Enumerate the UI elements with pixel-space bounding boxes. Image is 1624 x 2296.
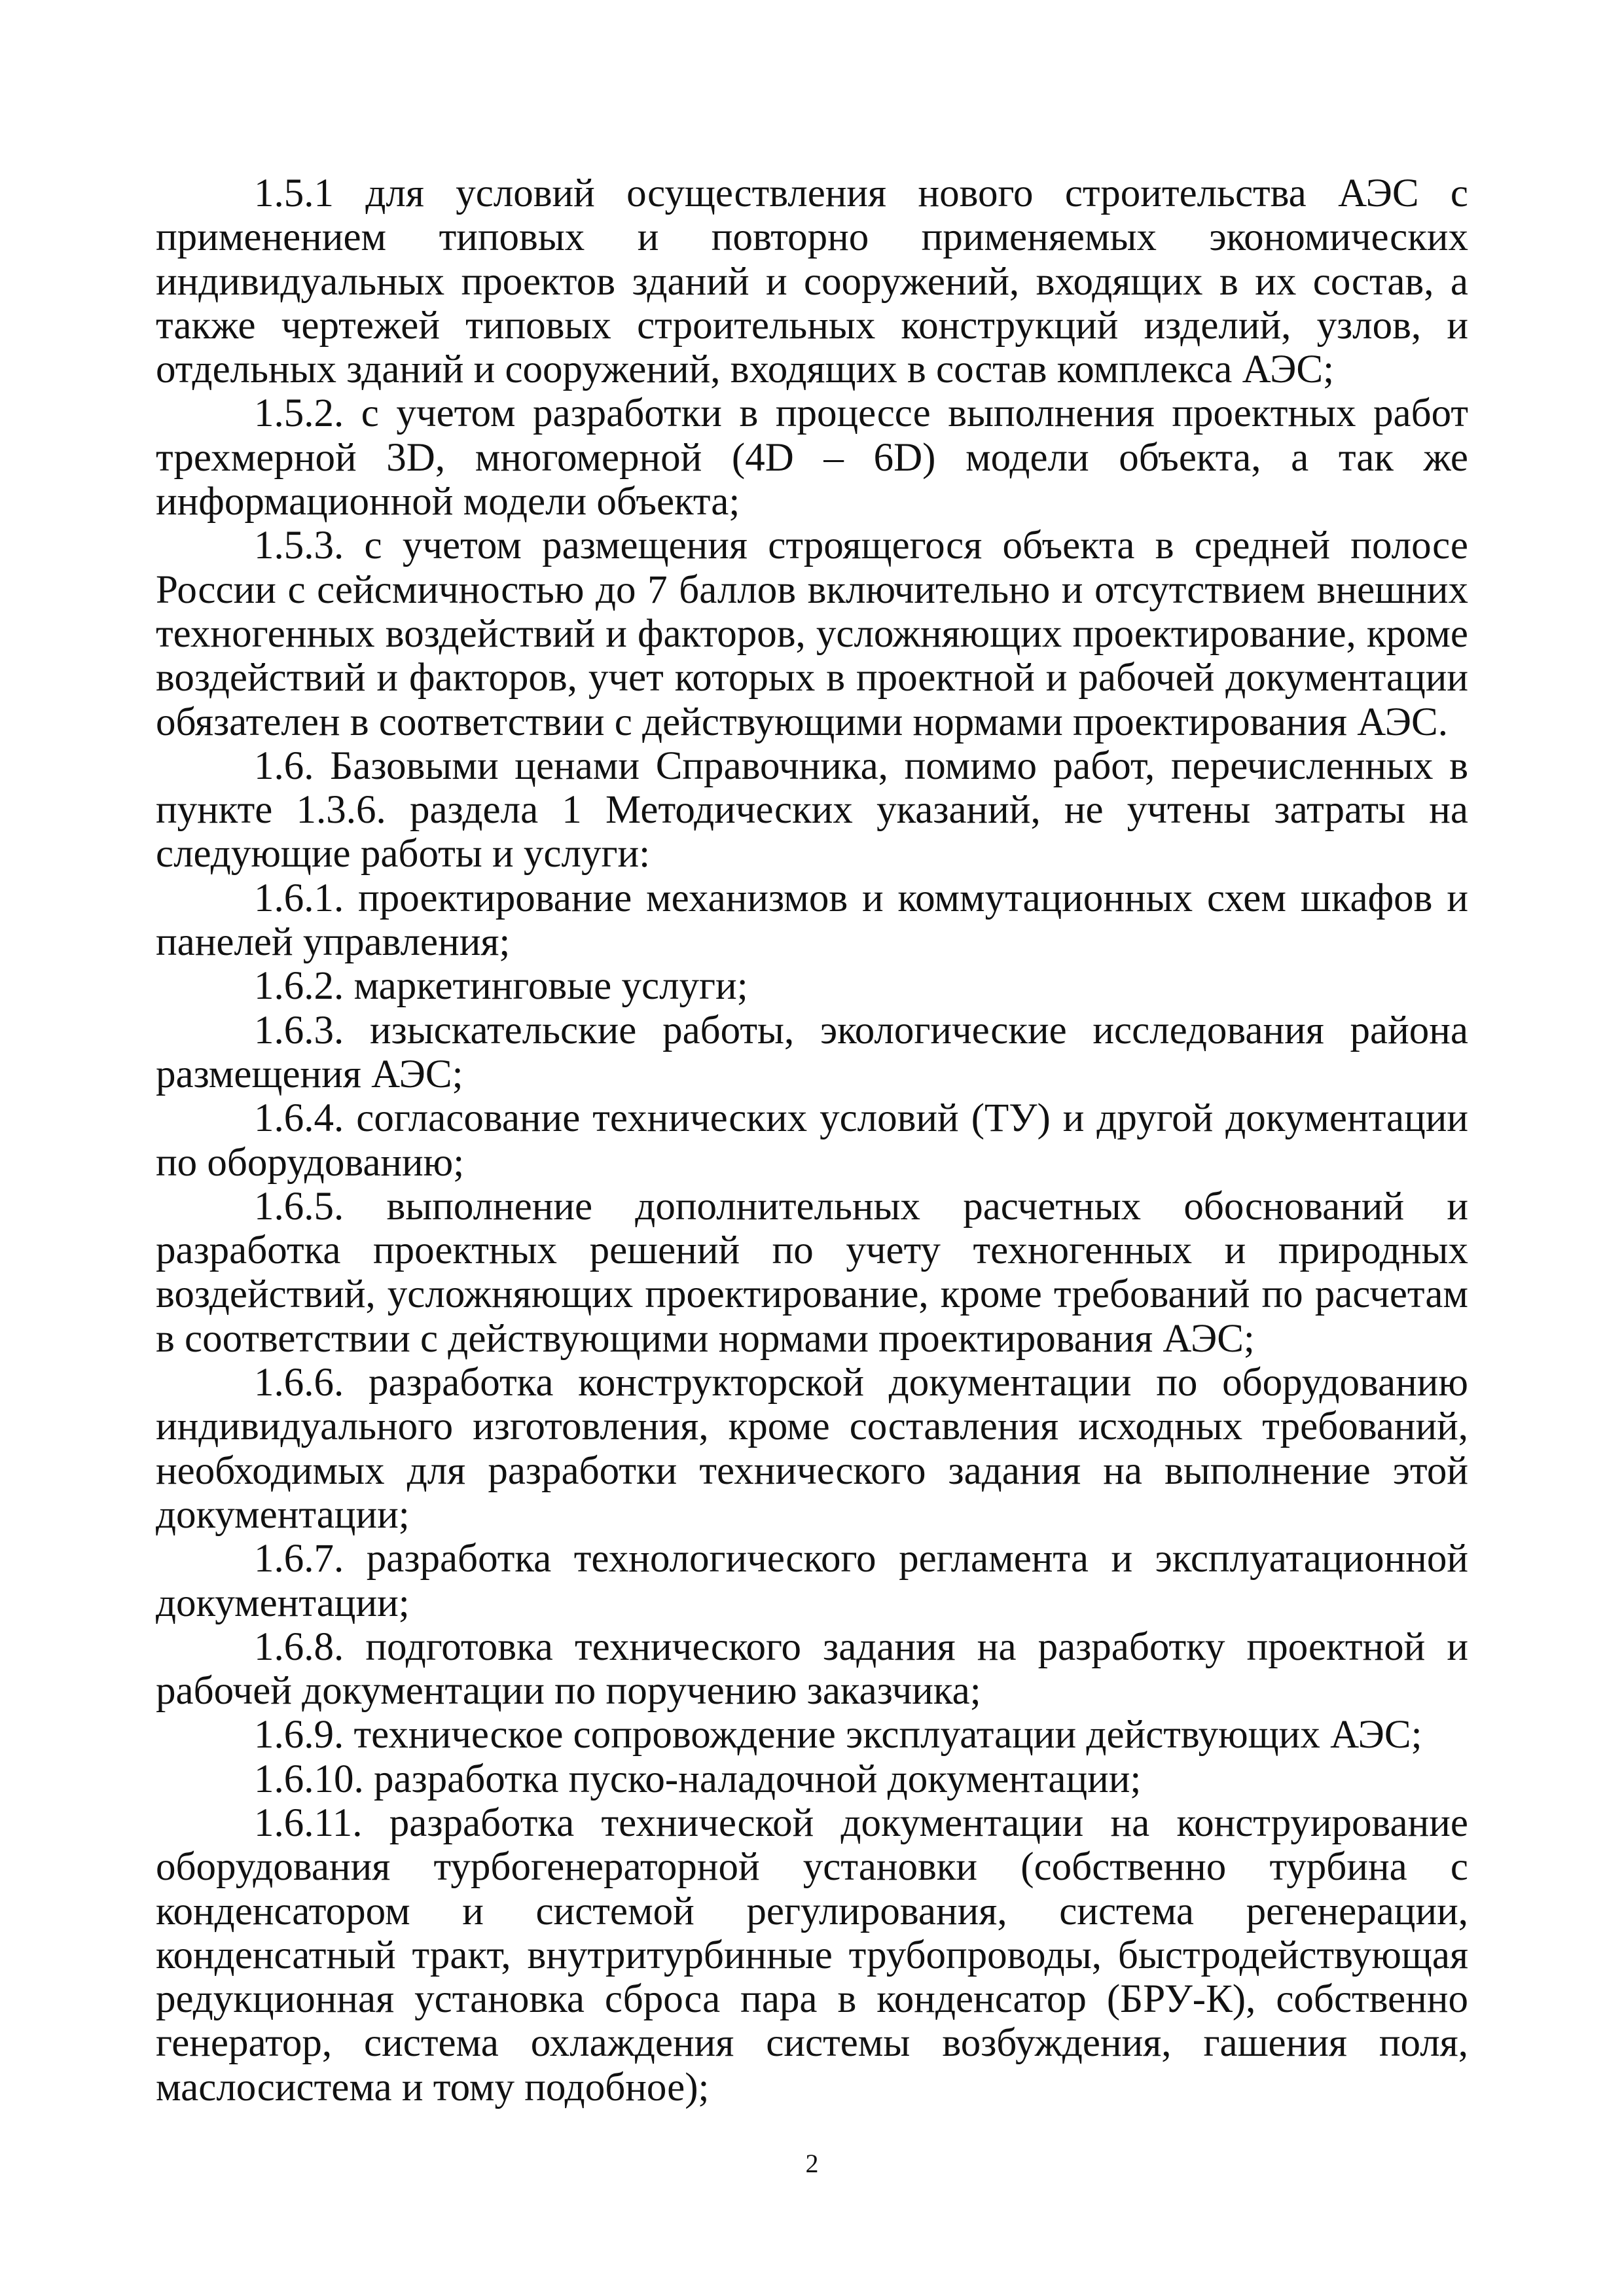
paragraph-1-6: 1.6. Базовыми ценами Справочника, помимо работ, перечисленных в пункте 1.3.6. раздела 1 Методических указаний, не учтены затраты на следующие работы и услуги: [156,744,1468,876]
paragraph-1-6-7: 1.6.7. разработка технологического регламента и эксплуатационной документации; [156,1537,1468,1625]
paragraph-1-6-3: 1.6.3. изыскательские работы, экологические исследования района размещения АЭС; [156,1008,1468,1096]
paragraph-1-6-10: 1.6.10. разработка пуско-наладочной документации; [254,1757,1142,1801]
paragraph-1-6-6: 1.6.6. разработка конструкторской документации по оборудованию индивидуального изготовления, кроме составления исходных требований, необходимых для разработки технического задания на выполнение этой документации; [156,1361,1468,1537]
paragraph-1-5-3: 1.5.3. с учетом размещения строящегося объекта в средней полосе России с сейсмичностью до 7 баллов включительно и отсутствием внешних техногенных воздействий и факторов, усложняющих проектирование, кроме воздействий и факторов, учет которых в проектной и рабочей документации обязателен в соответствии с действующими нормами проектирования АЭС. [156,524,1468,744]
paragraph-1-6-11: 1.6.11. разработка технической документации на конструирование оборудования турбогенераторной установки (собственно турбина с конденсатором и системой регулирования, система регенерации, конденсатный тракт, внутритурбинные трубопроводы, быстродействующая редукционная установка сброса пара в конденсатор (БРУ-К), собственно генератор, система охлаждения системы возбуждения, гашения поля, маслосистема и тому подобное); [156,1801,1468,2109]
paragraph-1-6-8: 1.6.8. подготовка технического задания на разработку проектной и рабочей документации по поручению заказчика; [156,1624,1468,1713]
paragraph-1-5-2: 1.5.2. с учетом разработки в процессе выполнения проектных работ трехмерной 3D, многомерной (4D – 6D) модели объекта, а так же информационной модели объекта; [156,391,1468,524]
document-body [156,171,1468,2109]
paragraph-1-5-1: 1.5.1 для условий осуществления нового строительства АЭС с применением типовых и повторно применяемых экономических индивидуальных проектов зданий и сооружений, входящих в их состав, а также чертежей типовых строительных конструкций изделий, узлов, и отдельных зданий и сооружений, входящих в состав комплекса АЭС; [156,171,1468,392]
paragraph-1-6-5: 1.6.5. выполнение дополнительных расчетных обоснований и разработка проектных решений по учету техногенных и природных воздействий, усложняющих проектирование, кроме требований по расчетам в соответствии с действующими нормами проектирования АЭС; [156,1184,1468,1361]
paragraph-1-6-1: 1.6.1. проектирование механизмов и коммутационных схем шкафов и панелей управления; [156,876,1468,965]
paragraph-1-6-2: 1.6.2. маркетинговые услуги; [254,964,748,1009]
paragraph-1-6-9: 1.6.9. техническое сопровождение эксплуатации действующих АЭС; [254,1713,1422,1757]
page-number: 2 [805,2149,819,2178]
paragraph-1-6-4: 1.6.4. согласование технических условий (ТУ) и другой документации по оборудованию; [156,1096,1468,1185]
